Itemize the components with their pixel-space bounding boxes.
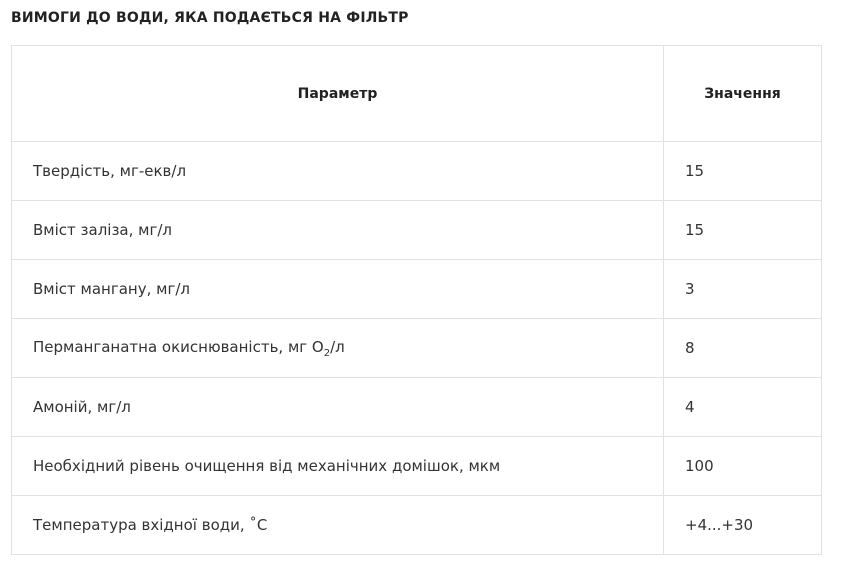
table-header-row	[12, 46, 822, 142]
row-parameter: Необхідний рівень очищення від механічних домішок, мкм	[12, 437, 664, 496]
row-parameter	[12, 319, 664, 378]
row-parameter-text: Перманганатна окиснюваність, мг О	[33, 337, 324, 356]
row-parameter: Температура вхідної води, ˚С	[12, 496, 664, 555]
table-row	[12, 496, 822, 555]
table-row	[12, 437, 822, 496]
table-row	[12, 201, 822, 260]
table-row	[12, 378, 822, 437]
table-row	[12, 319, 822, 378]
requirements-table	[11, 45, 822, 555]
row-value: 3	[664, 260, 822, 319]
row-parameter-subscript: 2	[323, 347, 331, 359]
row-parameter-unit: /л	[330, 337, 345, 356]
header-parameter: Параметр	[12, 46, 664, 142]
row-parameter: Вміст заліза, мг/л	[12, 201, 664, 260]
row-value: 15	[664, 142, 822, 201]
table-row	[12, 260, 822, 319]
section-title: ВИМОГИ ДО ВОДИ, ЯКА ПОДАЄТЬСЯ НА ФІЛЬТР	[11, 10, 409, 26]
row-value: +4...+30	[664, 496, 822, 555]
row-parameter: Твердість, мг-екв/л	[12, 142, 664, 201]
row-value: 100	[664, 437, 822, 496]
row-value: 15	[664, 201, 822, 260]
row-value: 4	[664, 378, 822, 437]
row-parameter: Амоній, мг/л	[12, 378, 664, 437]
row-value: 8	[664, 319, 822, 378]
table-row	[12, 142, 822, 201]
row-parameter: Вміст мангану, мг/л	[12, 260, 664, 319]
header-value: Значення	[664, 46, 822, 142]
